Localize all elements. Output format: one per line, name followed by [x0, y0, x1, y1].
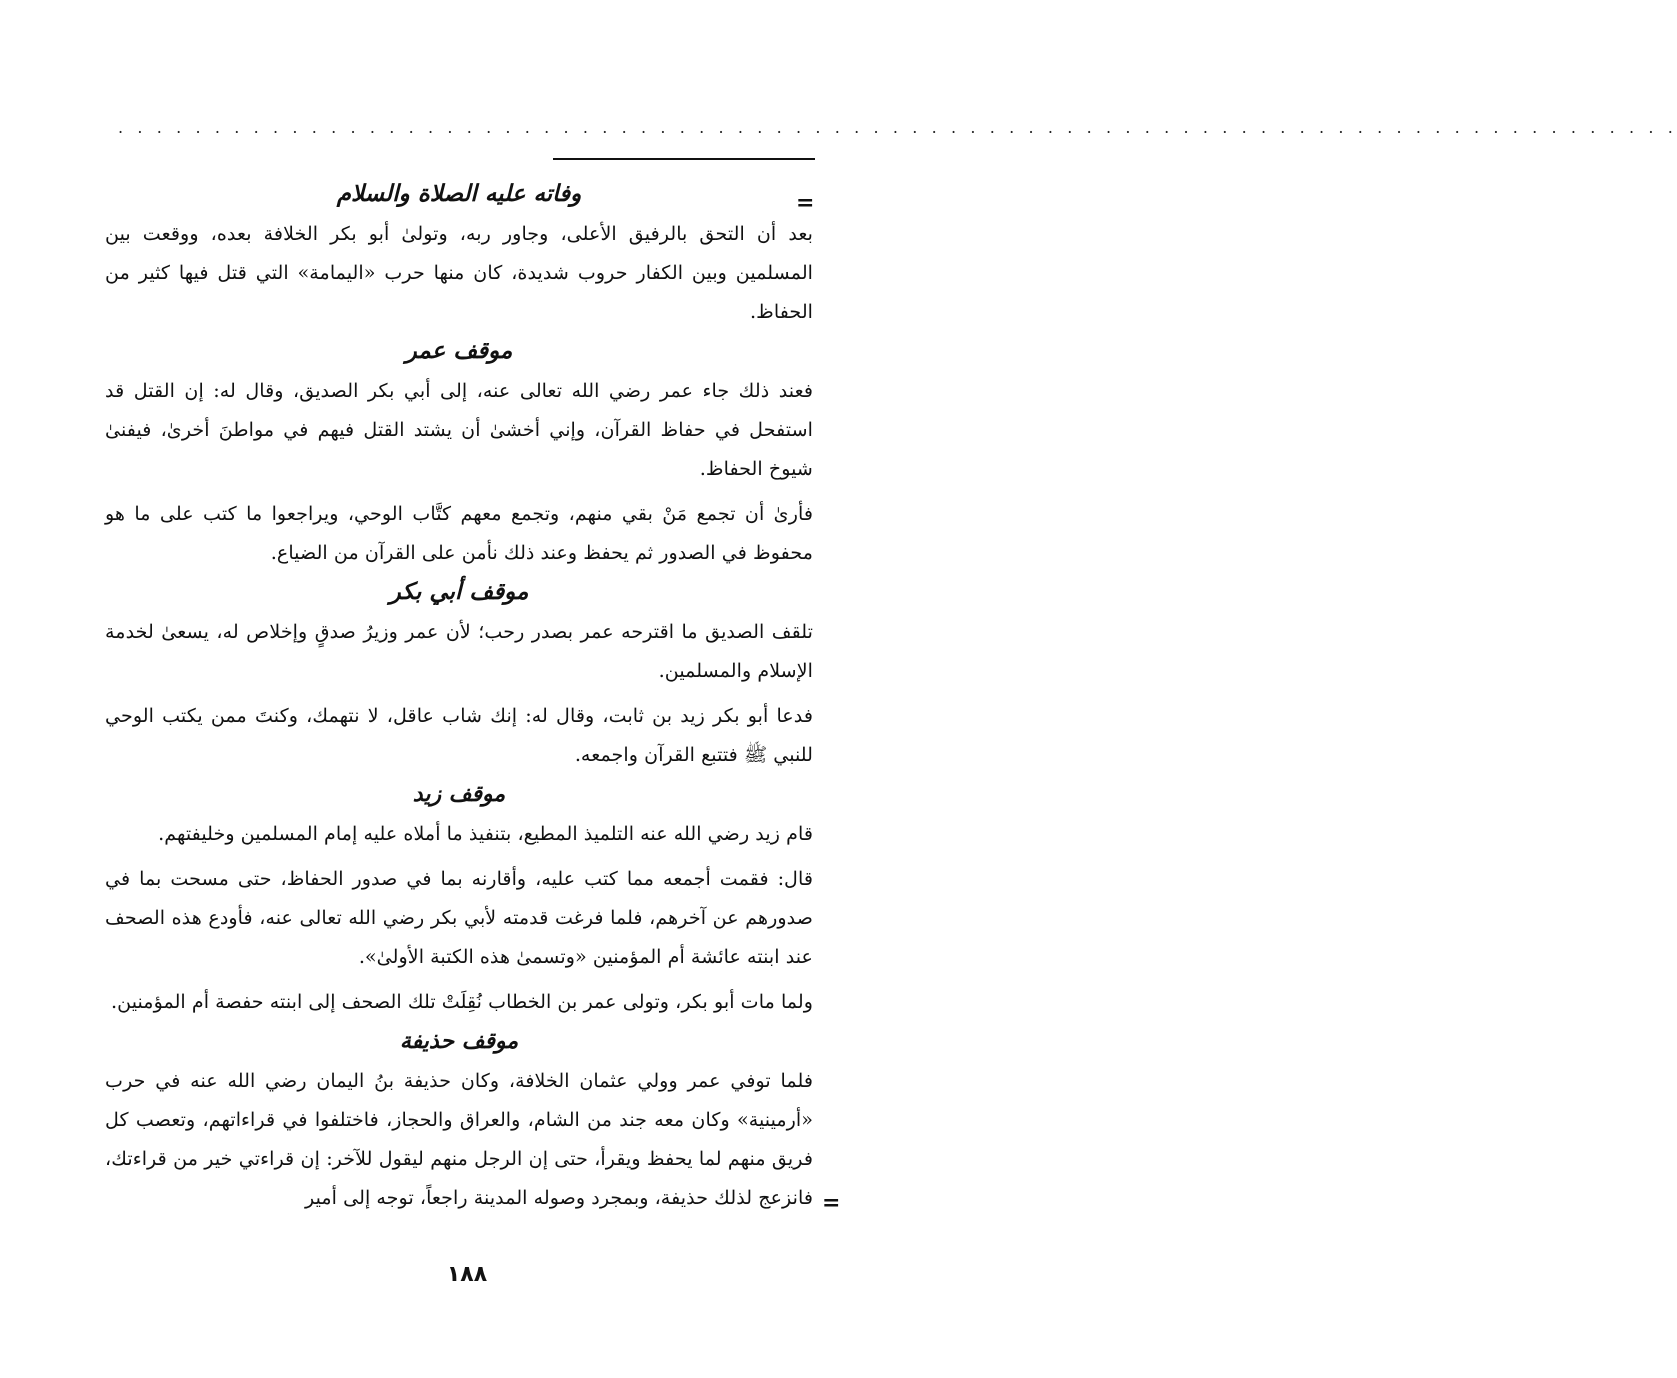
- margin-mark-top: =: [796, 190, 815, 216]
- paragraph: بعد أن التحق بالرفيق الأعلى، وجاور ربه، وتولىٰ أبو بكر الخلافة بعده، ووقعت بين المسلمين وبين الكفار حروب شديدة، كان منها حرب «اليمامة» التي قتل فيها كثير من الحفاظ.: [105, 222, 813, 323]
- paragraph: قام زيد رضي الله عنه التلميذ المطيع، بتنفيذ ما أملاه عليه إمام المسلمين وخليفتهم.: [158, 822, 813, 845]
- section-heading-hudhayfa: موقف حذيفة: [399, 1028, 519, 1054]
- section-heading-abu-bakr: موقف أبي بكر: [389, 578, 529, 605]
- paragraph: فدعا أبو بكر زيد بن ثابت، وقال له: إنك شاب عاقل، لا نتهمك، وكنتَ ممن يكتب الوحي للنبي ﷺ فتتبع القرآن واجمعه.: [105, 704, 813, 766]
- header-rule: [553, 158, 815, 160]
- paragraph: فأرىٰ أن تجمع مَنْ بقي منهم، وتجمع معهم كتَّاب الوحي، ويراجعوا ما كتب على ما هو محفوظ في الصدور ثم يحفظ وعند ذلك نأمن على القرآن من الضياع.: [105, 502, 813, 564]
- page-body: [105, 172, 813, 1217]
- paragraph: قال: فقمت أجمعه مما كتب عليه، وأقارنه بما في صدور الحفاظ، حتى مسحت بما في صدورهم عن آخرهم، فلما فرغت قدمته لأبي بكر رضي الله تعالى عنه، فأودع هذه الصحف عند ابنته عائشة أم المؤمنين «وتسمىٰ هذه الكتبة الأولىٰ».: [105, 867, 813, 968]
- header-dotted-line: . . . . . . . . . . . . . . . . . . . . . . . . . . . . . . . . . . . . . . . . . . . . . . . . . . . . . . . . . . . . . . . . . . . . . . . . . . . . . . . . .: [118, 118, 1677, 137]
- paragraph: ولما مات أبو بكر، وتولى عمر بن الخطاب نُقِلَتْ تلك الصحف إلى ابنته حفصة أم المؤمنين.: [111, 990, 813, 1013]
- paragraph: فلما توفي عمر وولي عثمان الخلافة، وكان حذيفة بنُ اليمان رضي الله عنه في حرب «أرمينية» وكان معه جند من الشام، والعراق والحجاز، فاختلفوا في قراءاتهم، وتعصب كل فريق منهم لما يحفظ ويقرأ، حتى إن الرجل منهم ليقول للآخر: إن قراءتي خير من قراءتك، فانزعج لذلك حذيفة، وبمجرد وصوله المدينة راجعاً، توجه إلى أمير: [105, 1069, 813, 1209]
- section-heading-zayd: موقف زيد: [412, 781, 506, 807]
- paragraph: تلقف الصديق ما اقترحه عمر بصدر رحب؛ لأن عمر وزيرُ صدقٍ وإخلاص له، يسعىٰ لخدمة الإسلام والمسلمين.: [105, 620, 813, 682]
- paragraph: فعند ذلك جاء عمر رضي الله تعالى عنه، إلى أبي بكر الصديق، وقال له: إن القتل قد استفحل في حفاظ القرآن، وإني أخشىٰ أن يشتد القتل فيهم في مواطنَ أخرىٰ، فيفنىٰ شيوخ الحفاظ.: [105, 379, 813, 480]
- margin-mark-bottom: =: [822, 1190, 841, 1216]
- page-number: ١٨٨: [446, 1262, 488, 1287]
- section-heading-death: وفاته عليه الصلاة والسلام: [336, 180, 582, 207]
- section-heading-umar: موقف عمر: [405, 337, 513, 364]
